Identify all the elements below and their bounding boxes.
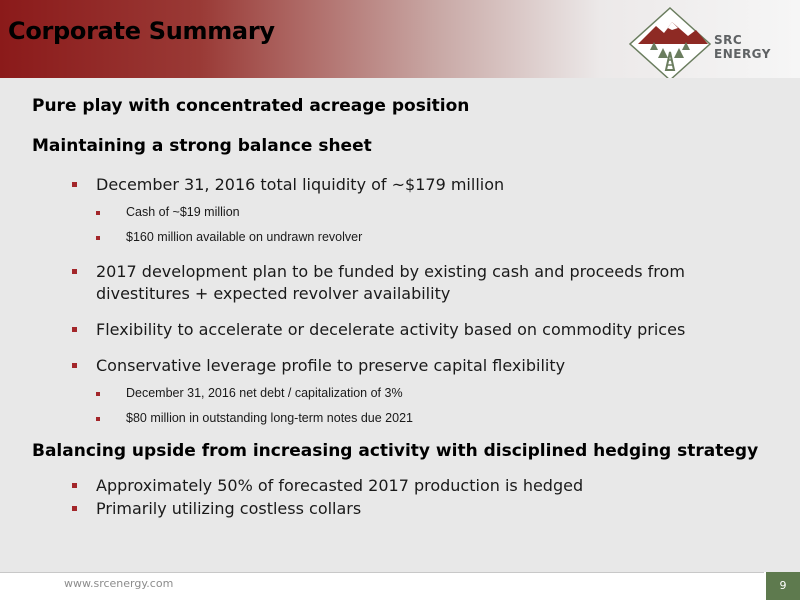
page-number-badge: 9	[766, 572, 800, 600]
bullet-item	[72, 319, 752, 341]
section-heading: Pure play with concentrated acreage position	[32, 96, 470, 116]
footer-url: www.srcenergy.com	[64, 577, 174, 590]
bullet-marker	[72, 182, 77, 187]
bullet-text: Flexibility to accelerate or decelerate activity based on commodity prices	[96, 320, 686, 339]
bullet-marker	[72, 506, 77, 511]
bullet-text: Primarily utilizing costless collars	[96, 499, 362, 518]
sub-bullet-item	[96, 230, 362, 244]
bullet-marker	[96, 236, 100, 240]
bullet-item	[72, 261, 712, 305]
sub-bullet-item	[96, 411, 413, 425]
section-heading: Balancing upside from increasing activity with disciplined hedging strategy	[32, 441, 759, 461]
bullet-marker	[96, 417, 100, 421]
bullet-marker	[96, 211, 100, 215]
sub-bullet-text: December 31, 2016 net debt / capitalization of 3%	[126, 386, 403, 400]
footer-divider	[0, 572, 764, 573]
bullet-marker	[72, 363, 77, 368]
sub-bullet-text: $160 million available on undrawn revolver	[126, 230, 363, 244]
sub-bullet-item	[96, 386, 403, 400]
bullet-marker	[72, 483, 77, 488]
sub-bullet-text: $80 million in outstanding long-term notes due 2021	[126, 411, 413, 425]
section-heading: Maintaining a strong balance sheet	[32, 136, 372, 156]
bullet-item	[72, 475, 712, 497]
sub-bullet-item	[96, 205, 240, 219]
bullet-marker	[72, 269, 77, 274]
bullet-marker	[96, 392, 100, 396]
bullet-text: December 31, 2016 total liquidity of ~$179 million	[96, 175, 505, 194]
logo-text: SRC ENERGY	[714, 33, 771, 61]
bullet-item	[72, 174, 712, 196]
sub-bullet-text: Cash of ~$19 million	[126, 205, 240, 219]
bullet-text: Approximately 50% of forecasted 2017 production is hedged	[96, 476, 584, 495]
bullet-item	[72, 355, 712, 377]
bullet-item	[72, 498, 712, 520]
bullet-text: 2017 development plan to be funded by existing cash and proceeds from divestitures + expected revolver availability	[96, 262, 685, 303]
bullet-marker	[72, 327, 77, 332]
bullet-text: Conservative leverage profile to preserve capital flexibility	[96, 356, 566, 375]
slide-title: Corporate Summary	[8, 17, 275, 45]
